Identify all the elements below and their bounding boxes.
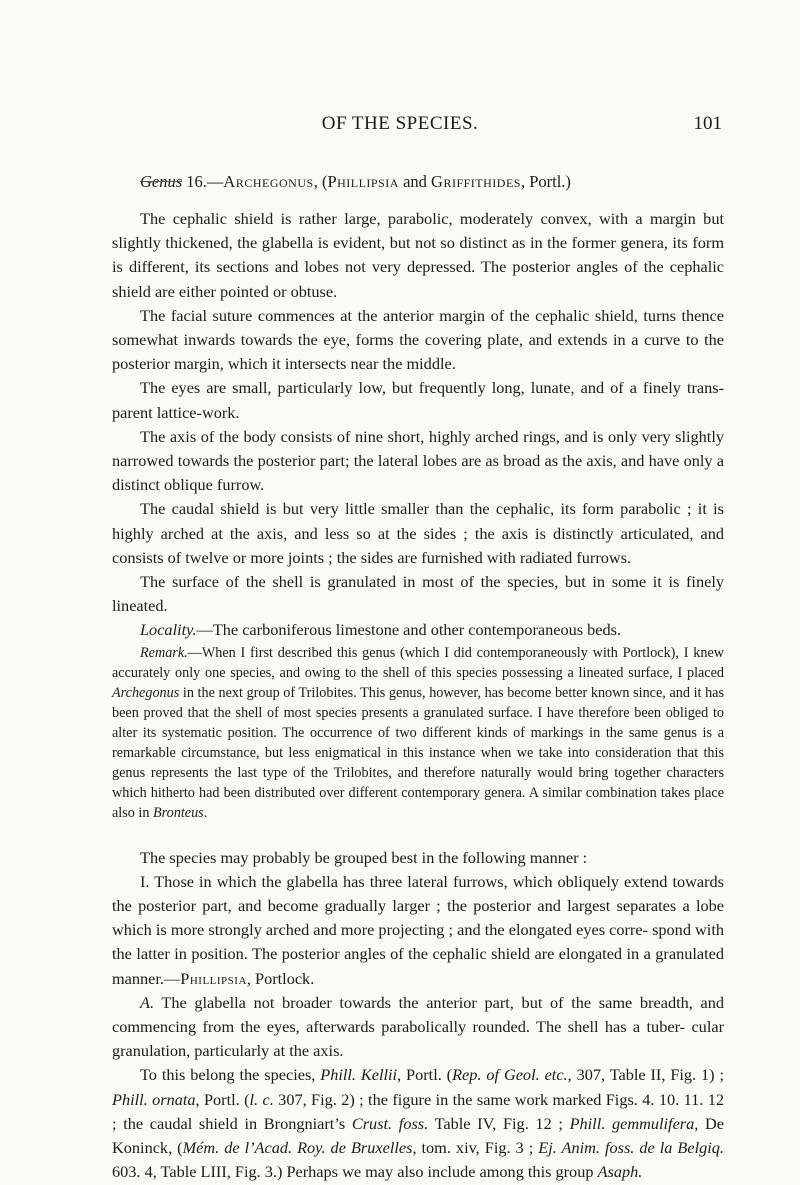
paragraph-species-list: To this belong the species, Phill. Kellii, Portl. (Rep. of Geol. etc., 307, Table II, Fig. 1) ; Phill. ornata, Portl. (l. c. 307, Fig. 2) ; the figure in the same work marked Figs. 4. 10. 11. 12 ; the caudal shield in Brongniart’s Crust. foss. Table IV, Fig. 12 ; Phill. gemmulifera, De Koninck, (Mém. de l’Acad. Roy. de Bruxelles, tom. xiv, Fig. 3 ; Ej. Anim. foss. de la Belgiq. 603. 4, Table LIII, Fig. 3.) Perhaps we may also include among this group Asaph. [112,1065,724,1182]
species-section [112,846,724,1185]
paragraph-remark: Remark.—When I first described this genus (which I did contemporaneously with Portlock), I knew accurately only one species, and owing to the shell of this species possessing a lineated surface, I placed Archegonus in the next group of Trilobites. This genus, however, has become better known since, and it has been proved that the shell of most species presents a granulated surface. I have therefore been obliged to alter its systematic position. The occurrence of two different kinds of markings in the same genus is a remarkable circumstance, but less enigmatical in this instance when we take into consideration that this genus represents the last type of the Trilobites, and therefore naturally would bring together characters which hitherto had been distributed over different contemporary genera. A similar combination takes place also in Bronteus. [112,644,724,821]
genus-heading: Genus 16.—Archegonus, (Phillipsia and Griffithides, Portl.) [140,172,571,191]
running-title: OF THE SPECIES. [321,113,479,134]
paragraph-species-intro: The species may probably be grouped best in the following manner : [140,847,588,867]
paragraph-caudal-shield: The caudal shield is but very little smaller than the cephalic, its form parabolic ; it is highly arched at the axis, and less so at the sides ; the axis is distinctly articulated, and consists of twelve or more joints ; the sides are furnished with radiated furrows. [112,499,724,567]
paragraph-cephalic-shield: The cephalic shield is rather large, parabolic, moderately convex, with a margin but slightly thickened, the glabella is evident, but not so distinct as in the former genera, its form is different, its sections and lobes not very depressed. The posterior angles of the cephalic shield are either pointed or obtuse. [112,209,724,301]
genus-word: Genus [140,172,183,191]
locality-label: Locality. [140,620,197,640]
paragraph-subgroup-a: A. The glabella not broader towards the anterior part, but of the same breadth, and commencing from the eyes, afterwards parabolically rounded. The shell has a tuber- cular granulation, particularly at the axis. [112,992,724,1061]
genus-name: Archegonus [223,172,314,191]
paragraph-locality: Locality.—The carboniferous limestone and other contemporaneous beds. [140,620,622,640]
synonym-phillipsia: Phillipsia [327,172,399,191]
running-header [0,113,800,143]
paragraph-surface: The surface of the shell is granulated in most of the species, but in some it is finely lineated. [112,572,724,616]
remark-label: Remark. [140,644,188,661]
page-body [112,171,724,1185]
paragraph-axis: The axis of the body consists of nine short, highly arched rings, and is only very slightly narrowed towards the posterior part; the lateral lobes are as broad as the axis, and have only a distinct oblique furrow. [112,426,724,495]
section-gap [112,823,724,846]
description-section [112,207,724,643]
page-number: 101 [693,113,722,134]
synonym-griffithides: Griffithides [431,172,521,191]
remark-section [112,643,724,823]
subgroup-label: A. [140,992,155,1012]
paragraph-group-one: I. Those in which the glabella has three lateral furrows, which obliquely extend towards the posterior part, and become gradually larger ; the posterior and largest separates a lobe which is more strongly arched and more projecting ; and the elongated eyes corre- spond with the latter in position. The posterior angles of the cephalic shield are elongated in a granulated manner.—Phillipsia, Portlock. [112,871,724,988]
paragraph-eyes: The eyes are small, particularly low, but frequently long, lunate, and of a finely trans- parent lattice-work. [112,378,724,422]
paragraph-facial-suture: The facial suture commences at the anterior margin of the cephalic shield, turns thence somewhat inwards towards the eye, forms the covering plate, and extends in a curve to the posterior margin, which it intersects near the middle. [112,305,724,374]
